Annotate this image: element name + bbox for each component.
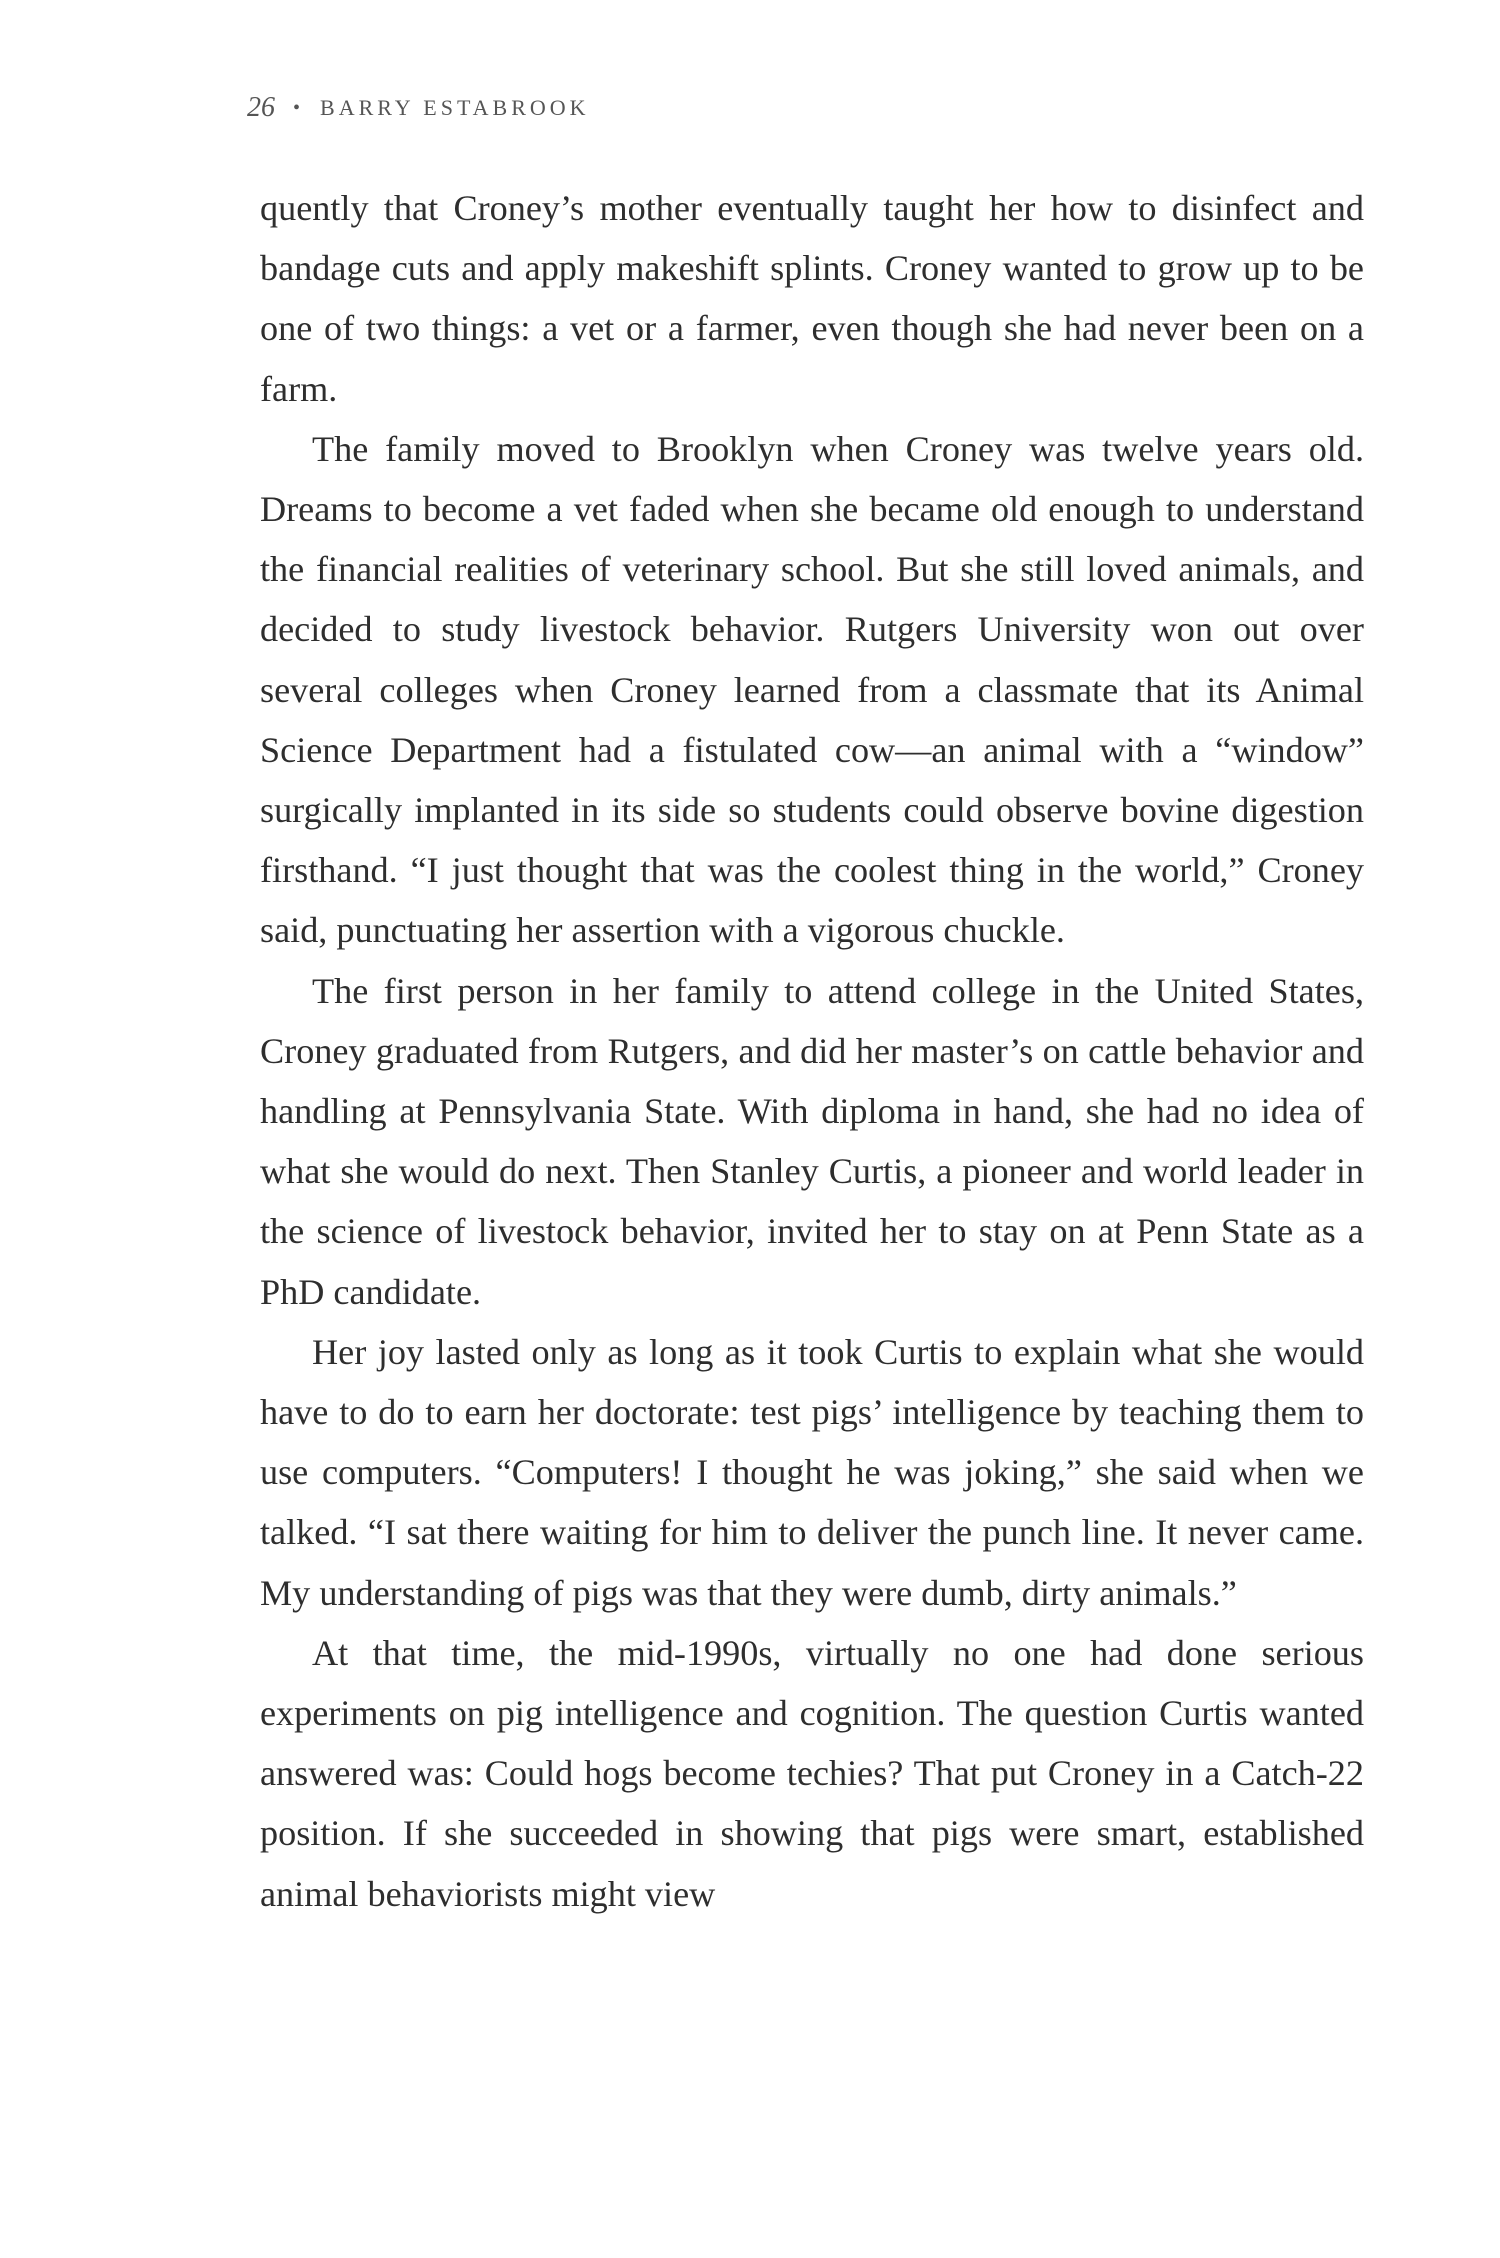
running-head	[247, 92, 590, 124]
paragraph: The first person in her family to attend college in the United States, Croney graduated from Rutgers, and did her master’s on cattle behavior and handling at Pennsylvania State. With diploma in hand, she had no idea of what she would do next. Then Stanley Curtis, a pioneer and world leader in the science of livestock behavior, invited her to stay on at Penn State as a PhD candidate.	[260, 970, 1364, 1312]
header-separator: •	[293, 96, 303, 119]
paragraph-continued: quently that Croney’s mother eventually taught her how to disinfect and bandage cuts and apply makeshift splints. Croney wanted to grow up to be one of two things: a vet or a farmer, even though she had never been on a farm.	[260, 188, 1364, 409]
body-text	[260, 178, 1364, 1924]
page-number: 26	[247, 92, 275, 123]
paragraph: Her joy lasted only as long as it took Curtis to explain what she would have to do to earn her doctorate: test pigs’ intelligence by teaching them to use computers. “Computers! I thought he was joking,” she said when we talked. “I sat there waiting for him to deliver the punch line. It never came. My understanding of pigs was that they were dumb, dirty animals.”	[260, 1331, 1364, 1613]
author-name: BARRY ESTABROOK	[320, 95, 590, 120]
paragraph: The family moved to Brooklyn when Croney was twelve years old. Dreams to become a vet faded when she became old enough to understand the financial realities of veterinary school. But she still loved animals, and decided to study livestock behavior. Rutgers University won out over several colleges when Croney learned from a classmate that its Animal Science Department had a fistulated cow—an animal with a “window” surgically implanted in its side so students could observe bovine digestion firsthand. “I just thought that was the coolest thing in the world,” Croney said, punctuating her assertion with a vigorous chuckle.	[260, 428, 1364, 951]
paragraph: At that time, the mid-1990s, virtually no one had done serious experiments on pig intelligence and cognition. The question Curtis wanted answered was: Could hogs become techies? That put Croney in a Catch-22 position. If she succeeded in showing that pigs were smart, established animal behaviorists might view	[260, 1632, 1364, 1914]
